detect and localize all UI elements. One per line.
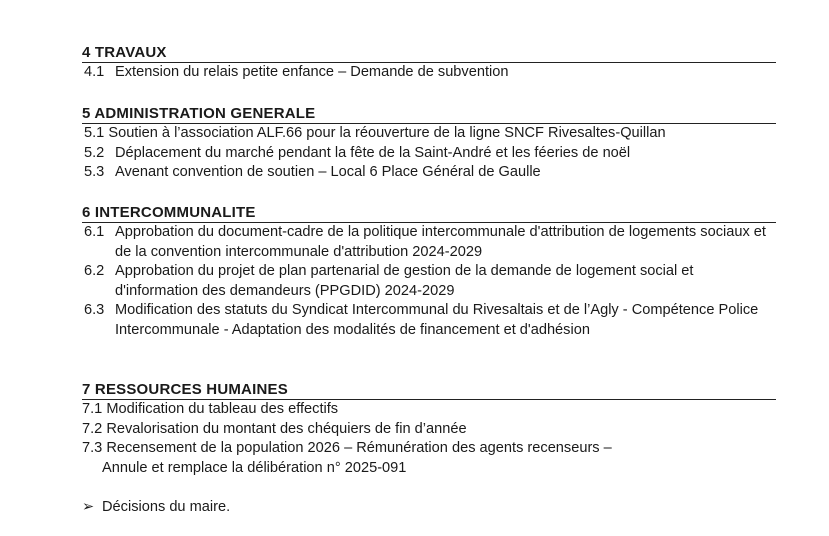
item-text: Annule et remplace la délibération n° 2025-091 [102, 459, 407, 476]
item-text: 5.1 Soutien à l’association ALF.66 pour la réouverture de la ligne SNCF Rivesaltes-Quillan [84, 125, 666, 141]
agenda-item [82, 439, 776, 459]
agenda-item [82, 262, 776, 301]
item-text: Avenant convention de soutien – Local 6 Place Général de Gaulle [115, 164, 541, 181]
mayor-decisions-note [82, 498, 230, 517]
agenda-item [82, 223, 776, 262]
agenda-item [82, 400, 776, 420]
item-text: Déplacement du marché pendant la fête de la Saint-André et les féeries de noël [115, 144, 631, 161]
agenda-item-continuation [82, 459, 776, 479]
item-number: 6.2 [84, 263, 105, 280]
agenda-item [82, 144, 776, 164]
section-title: 4 TRAVAUX [82, 44, 776, 63]
item-number: 5.3 [84, 164, 105, 181]
item-text: 7.1 Modification du tableau des effectifs [82, 401, 339, 417]
item-text: Modification des statuts du Syndicat Intercommunal du Rivesaltais et de l’Agly - Compétence Police Intercommunale - Adaptation des modalités de financement et d'adhésion [115, 302, 759, 338]
section-title: 7 RESSOURCES HUMAINES [82, 381, 776, 400]
section-title: 5 ADMINISTRATION GENERALE [82, 105, 776, 124]
item-text: 7.3 Recensement de la population 2026 – Rémunération des agents recenseurs – [82, 440, 612, 457]
item-text: Extension du relais petite enfance – Demande de subvention [115, 64, 509, 80]
section-title: 6 INTERCOMMUNALITE [82, 204, 776, 223]
item-number: 4.1 [84, 64, 105, 80]
agenda-item [82, 301, 776, 340]
agenda-item [82, 420, 776, 440]
section-ressources-humaines [82, 381, 776, 478]
item-text: 7.2 Revalorisation du montant des chéquiers de fin d’année [82, 420, 467, 437]
agenda-item [82, 63, 776, 83]
agenda-item [82, 163, 776, 183]
section-travaux [82, 44, 776, 83]
item-number: 6.1 [84, 224, 105, 240]
agenda-item [82, 124, 776, 144]
item-number: 6.3 [84, 302, 105, 319]
section-intercommunalite [82, 204, 776, 341]
arrow-bullet-icon: ➢ [82, 499, 95, 515]
item-text: Approbation du projet de plan partenarial de gestion de la demande de logement social et d'information des demandeurs (PPGDID) 2024-2029 [115, 263, 694, 299]
item-number: 5.2 [84, 144, 105, 161]
note-text: Décisions du maire. [102, 499, 231, 515]
section-administration-generale [82, 105, 776, 183]
item-text: Approbation du document-cadre de la politique intercommunale d'attribution de logements sociaux et de la convention intercommunale d'attribution 2024-2029 [115, 224, 766, 260]
